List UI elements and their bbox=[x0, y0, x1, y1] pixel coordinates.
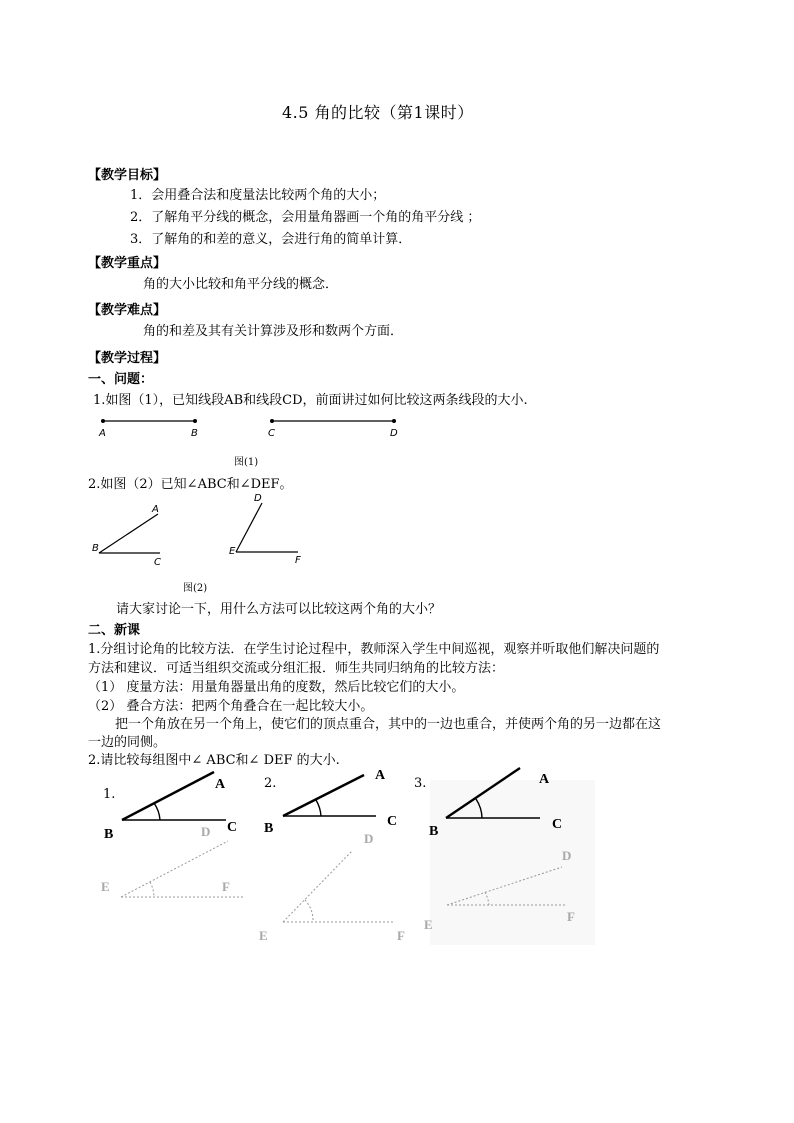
label-c: C bbox=[268, 428, 275, 439]
group-1-label-b: B bbox=[104, 827, 114, 842]
label-d: D bbox=[254, 493, 262, 504]
paragraph-1-line-2: 方法和建议．可适当组织交流或分组汇报．师生共同归纳角的比较方法： bbox=[88, 661, 505, 676]
difficulties-text: 角的和差及其有关计算涉及形和数两个方面． bbox=[143, 324, 404, 339]
group-1-number: 1. bbox=[103, 787, 116, 802]
method-1: （1） 度量方法：用量角器量出角的度数，然后比较它们的大小。 bbox=[88, 680, 465, 695]
group-3-label-f: F bbox=[567, 909, 575, 924]
group-1-label-a: A bbox=[215, 777, 226, 792]
label-a: A bbox=[152, 504, 159, 515]
group-2-label-f: F bbox=[397, 928, 405, 943]
group-3-number: 3. bbox=[414, 776, 427, 791]
key-points-text: 角的大小比较和角平分线的概念． bbox=[143, 277, 339, 292]
paragraph-2-line-2: 一边的同侧。 bbox=[88, 735, 167, 750]
method-2: （2） 叠合方法：把两个角叠合在一起比较大小。 bbox=[88, 699, 374, 714]
group-1-label-c: C bbox=[227, 820, 238, 835]
group-2-label-a: A bbox=[375, 768, 386, 783]
goal-item: 1．会用叠合法和度量法比较两个角的大小； bbox=[130, 188, 386, 203]
group-2-ray-ed bbox=[283, 851, 352, 922]
question-1: 1.如图（1），已知线段AB和线段CD，前面讲过如何比较这两条线段的大小. bbox=[93, 393, 528, 408]
group-1-label-f: F bbox=[222, 879, 230, 894]
group-1-arc-def bbox=[150, 882, 154, 897]
goal-item: 3．了解角的和差的意义，会进行角的简单计算． bbox=[130, 232, 412, 247]
group-3-label-e: E bbox=[424, 917, 433, 932]
goal-item: 2．了解角平分线的概念，会用量角器画一个角的角平分线 ； bbox=[130, 210, 481, 225]
section-new-lesson: 二、新课 bbox=[88, 623, 141, 638]
group-1-ray-ba bbox=[122, 772, 214, 820]
process-heading: 【教学过程】 bbox=[88, 351, 167, 366]
label-d: D bbox=[390, 428, 398, 439]
group-1-ray-ed bbox=[121, 841, 228, 897]
goals-heading: 【教学目标】 bbox=[88, 168, 167, 183]
figure-1-caption: 图(1) bbox=[234, 457, 259, 468]
group-1-label-e: E bbox=[101, 879, 110, 894]
paragraph-1-line-1: 1.分组讨论角的比较方法．在学生讨论过程中，教师深入学生中间巡视，观察并听取他们解决问题的 bbox=[88, 642, 660, 657]
label-e: E bbox=[229, 546, 236, 557]
key-points-heading: 【教学重点】 bbox=[88, 256, 167, 271]
group-2-label-d: D bbox=[364, 831, 374, 846]
group-2-label-c: C bbox=[387, 814, 398, 829]
figure-2-caption: 图(2) bbox=[183, 583, 208, 594]
group-2-label-e: E bbox=[259, 928, 268, 943]
section-problem: 一、问题： bbox=[88, 372, 154, 387]
group-3-label-a: A bbox=[539, 772, 550, 787]
label-a: A bbox=[99, 428, 106, 439]
group-1-label-d: D bbox=[201, 824, 211, 839]
label-c: C bbox=[154, 557, 161, 568]
group-1-arc-abc bbox=[154, 803, 160, 820]
group-2-ray-ba bbox=[283, 775, 364, 816]
group-2-arc-abc bbox=[316, 800, 321, 816]
page-title: 4.5 角的比较（第1课时） bbox=[282, 103, 474, 122]
difficulties-heading: 【教学难点】 bbox=[88, 303, 167, 318]
group-3-label-c: C bbox=[552, 817, 563, 832]
group-3-label-b: B bbox=[429, 824, 439, 839]
question-3: 2.请比较每组图中∠ ABC和∠ DEF 的大小. bbox=[88, 753, 340, 768]
label-f: F bbox=[295, 555, 301, 566]
discussion-prompt: 请大家讨论一下，用什么方法可以比较这两个角的大小？ bbox=[116, 602, 442, 617]
label-b: B bbox=[92, 543, 99, 554]
group-3-label-d: D bbox=[562, 848, 572, 863]
group-2-arc-def bbox=[305, 900, 313, 922]
paragraph-2-line-1: 把一个角放在另一个角上，使它们的顶点重合，其中的一边也重合，并使两个角的另一边都在这 bbox=[115, 717, 662, 732]
group-2-number: 2. bbox=[264, 776, 277, 791]
label-b: B bbox=[191, 428, 198, 439]
question-2: 2.如图（2）已知∠ABC和∠DEF。 bbox=[88, 477, 293, 492]
group-2-label-b: B bbox=[264, 821, 274, 836]
